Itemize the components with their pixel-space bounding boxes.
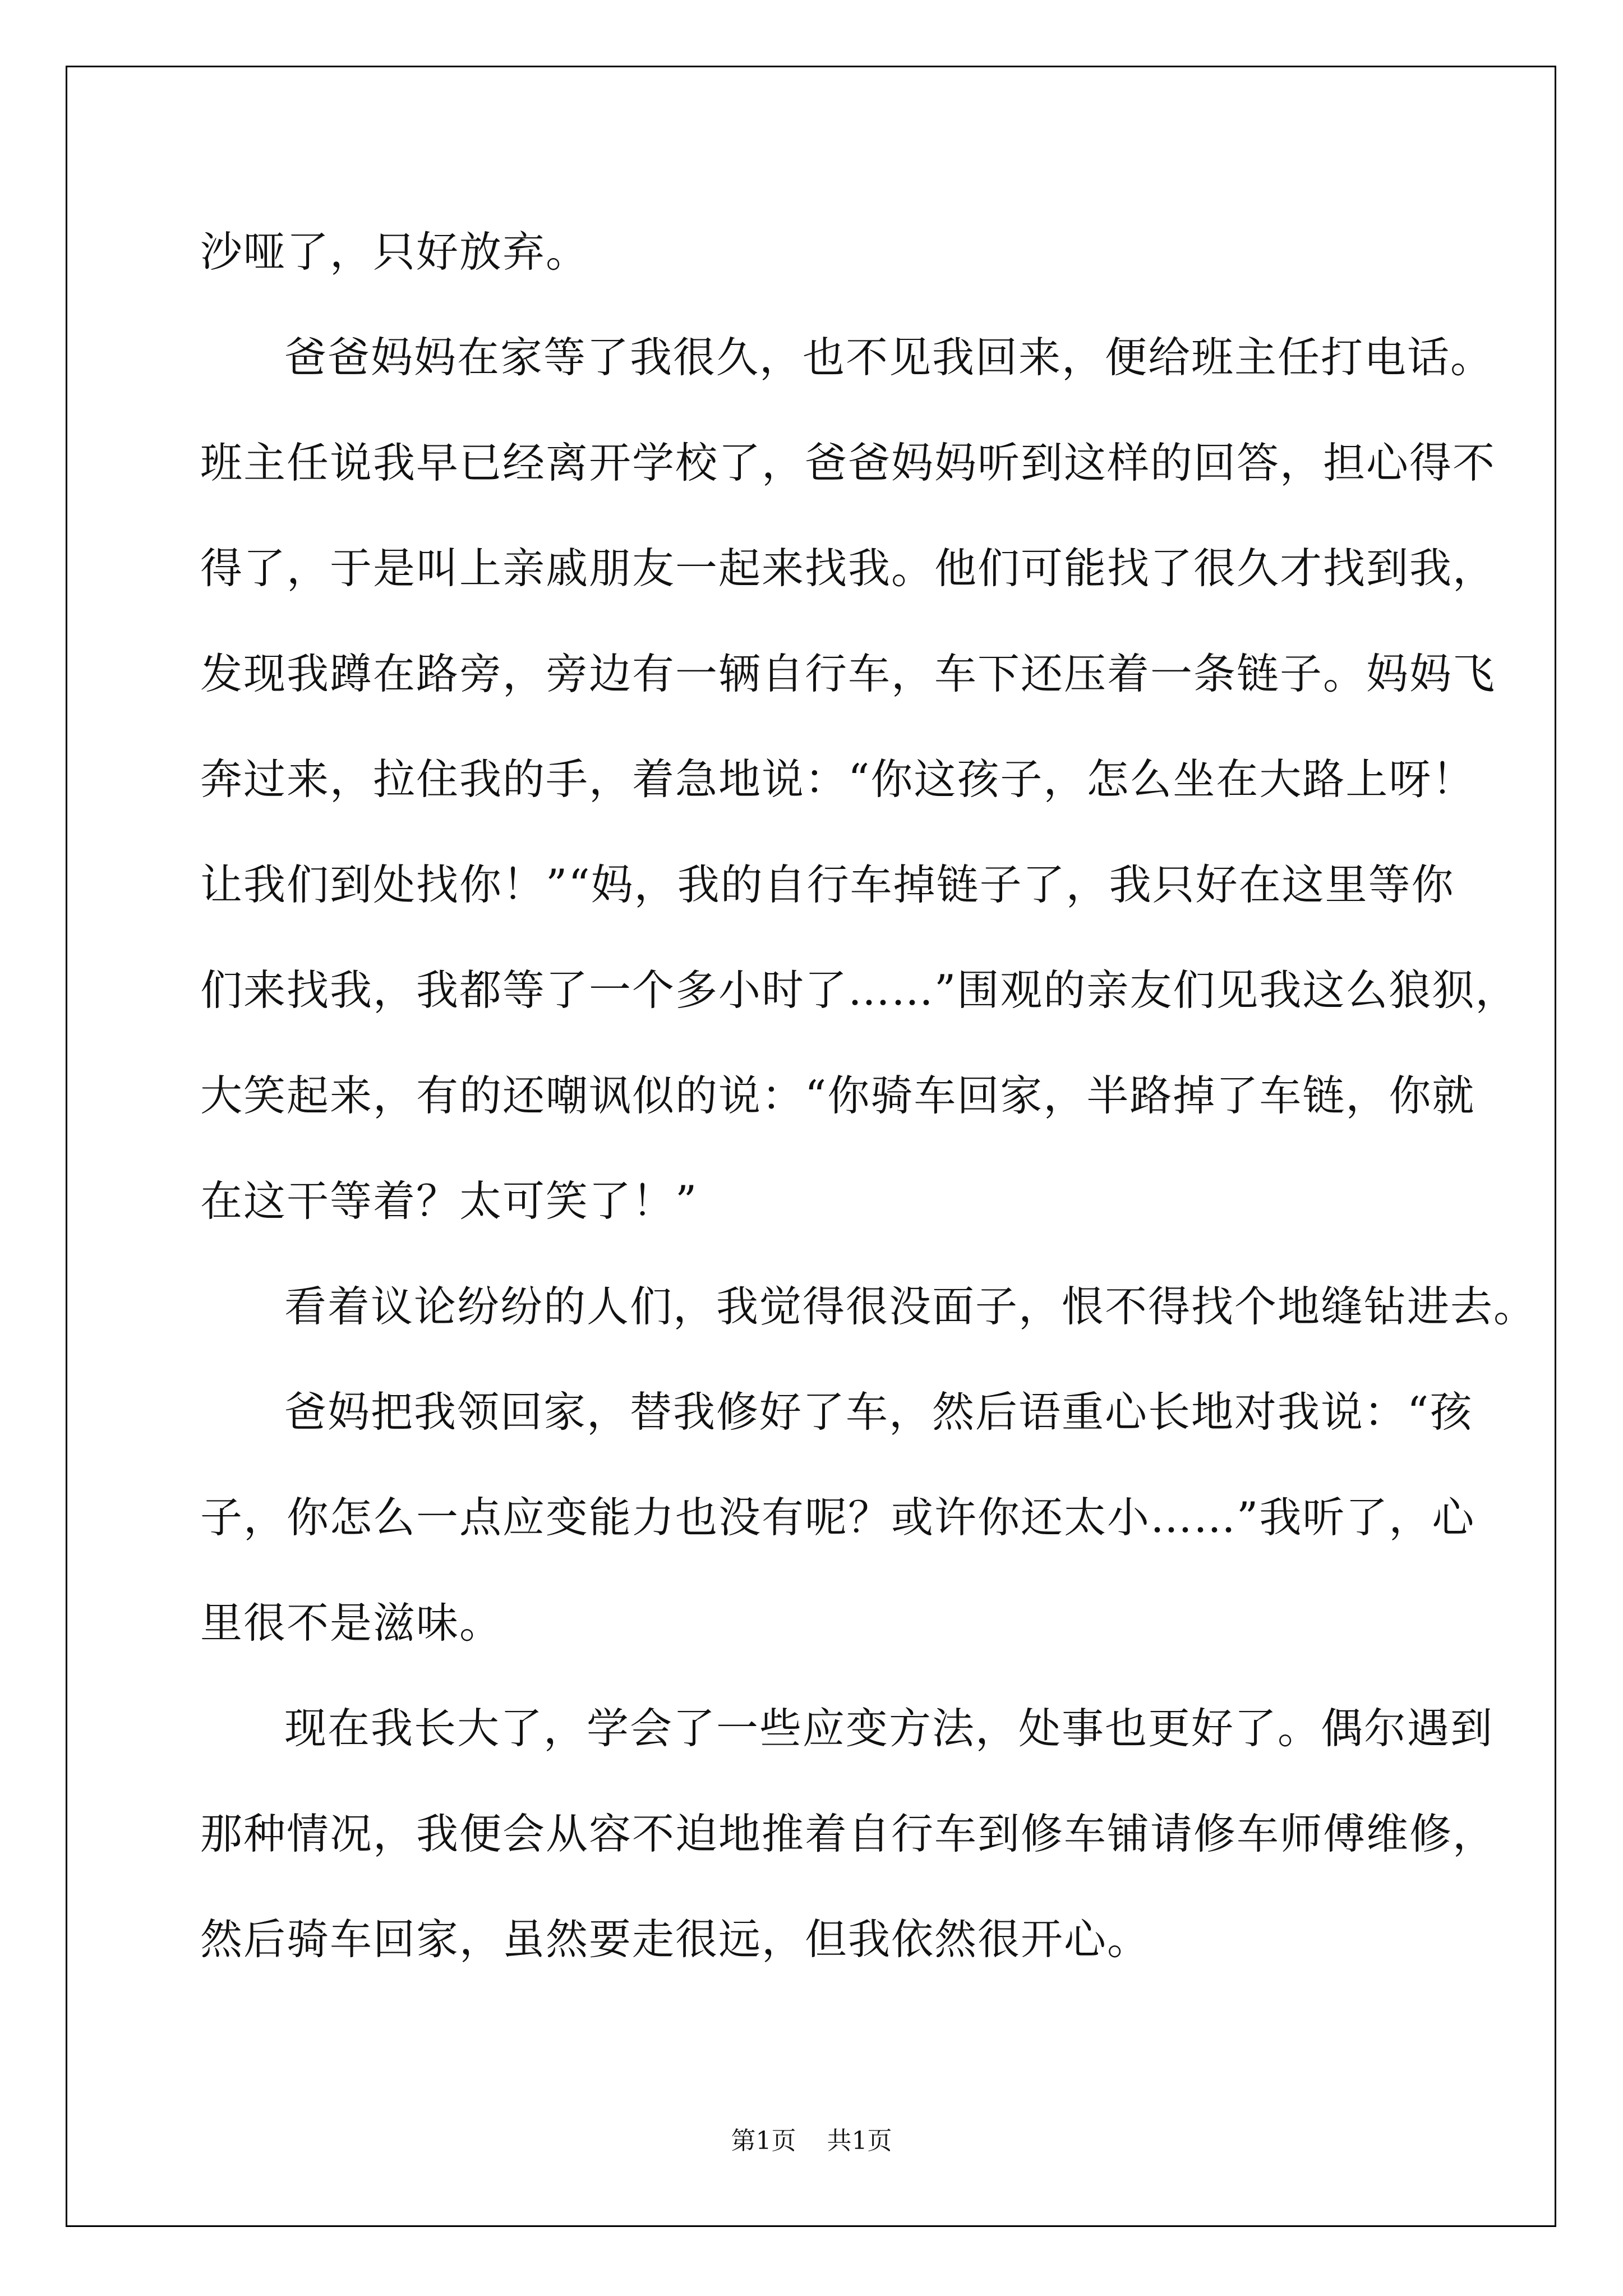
text-line: 大笑起来，有的还嘲讽似的说：“你骑车回家，半路掉了车链，你就 — [200, 1071, 1476, 1120]
text-line: 那种情况，我便会从容不迫地推着自行车到修车铺请修车师傅维修， — [200, 1809, 1496, 1858]
text-line: 里很不是滋味。 — [200, 1598, 503, 1648]
text-line: 子，你怎么一点应变能力也没有呢？或许你还太小……”我听了，心 — [200, 1493, 1476, 1542]
text-line: 看着议论纷纷的人们，我觉得很没面子，恨不得找个地缝钻进去。 — [284, 1282, 1537, 1331]
text-line: 让我们到处找你！”“妈，我的自行车掉链子了，我只好在这里等你 — [200, 860, 1455, 909]
page-total: 共1页 — [827, 2127, 892, 2155]
text-line: 在这干等着？太可笑了！” — [200, 1176, 698, 1226]
text-line: 爸爸妈妈在家等了我很久，也不见我回来，便给班主任打电话。 — [284, 333, 1494, 382]
page-number: 第1页 — [731, 2127, 796, 2155]
document-body — [200, 199, 1537, 1992]
page-footer — [0, 2120, 1623, 2156]
text-line: 们来找我，我都等了一个多小时了……”围观的亲友们见我这么狼狈， — [200, 965, 1519, 1015]
text-line: 沙哑了，只好放弃。 — [200, 227, 589, 277]
text-line: 得了，于是叫上亲戚朋友一起来找我。他们可能找了很久才找到我， — [200, 544, 1496, 593]
text-line: 现在我长大了，学会了一些应变方法，处事也更好了。偶尔遇到 — [284, 1704, 1494, 1753]
text-line: 发现我蹲在路旁，旁边有一辆自行车，车下还压着一条链子。妈妈飞 — [200, 649, 1496, 698]
text-line: 奔过来，拉住我的手，着急地说：“你这孩子，怎么坐在大路上呀！ — [200, 754, 1476, 804]
text-line: 班主任说我早已经离开学校了，爸爸妈妈听到这样的回答，担心得不 — [200, 438, 1496, 487]
text-line: 然后骑车回家，虽然要走很远，但我依然很开心。 — [200, 1915, 1151, 1964]
text-line: 爸妈把我领回家，替我修好了车，然后语重心长地对我说：“孩 — [284, 1387, 1473, 1437]
